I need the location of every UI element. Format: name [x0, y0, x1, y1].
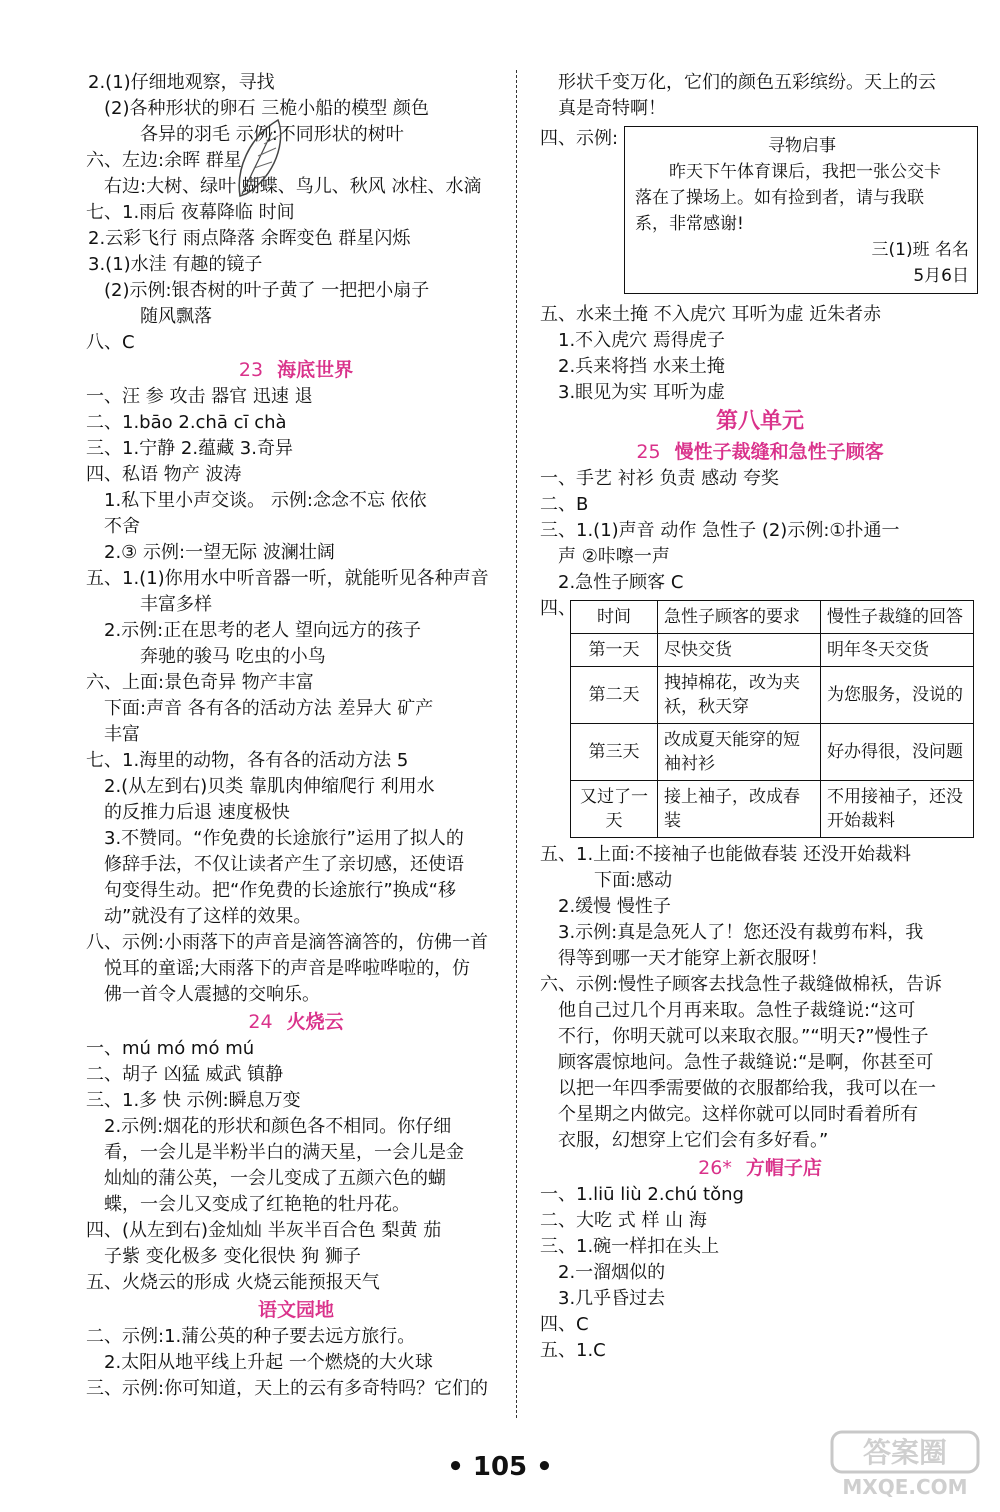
answer-line: 句变得生动。把“作免费的长途旅行”换成“移: [104, 880, 456, 901]
answer-line: 2.太阳从地平线上升起 一个燃烧的大火球: [104, 1352, 433, 1373]
answer-line: 四、私语 物产 波涛: [86, 464, 242, 485]
story-table-section: [540, 596, 980, 838]
answer-line: 不行，你明天就可以来取衣服。”“明天?”慢性子: [558, 1026, 929, 1047]
table-cell: 接上袖子，改成春装: [658, 781, 821, 838]
answer-line: 七、1.雨后 夜幕降临 时间: [86, 202, 295, 223]
answer-line: 二、1.bāo 2.chā cī chà: [86, 412, 287, 433]
answer-line: 一、汪 参 攻击 器官 迅速 退: [86, 386, 313, 407]
section-heading: [86, 1296, 506, 1324]
answer-line: 下面:感动: [594, 870, 673, 891]
answer-line: 动”就没有了这样的效果。: [104, 906, 312, 927]
answer-line: 1.私下里小声交谈。 示例:念念不忘 依依: [104, 490, 427, 511]
answer-line: 1.不入虎穴 焉得虎子: [558, 330, 725, 351]
answer-line: 声 ②咔嚓一声: [558, 546, 670, 567]
table-row: [571, 724, 974, 781]
answer-line: 3.眼见为实 耳听为虚: [558, 382, 725, 403]
answer-line: 三、1.多 快 示例:瞬息万变: [86, 1090, 301, 1111]
answer-line: 奔驰的骏马 吃虫的小鸟: [140, 646, 326, 667]
column-divider: [516, 70, 517, 1418]
section-heading: [86, 356, 506, 384]
answer-line: 六、上面:景色奇异 物产丰富: [86, 672, 314, 693]
section-title: 第八单元: [715, 409, 804, 434]
answer-line: 三、1.宁静 2.蕴藏 3.奇异: [86, 438, 293, 459]
answer-line: 顾客震惊地问。急性子裁缝说:“是啊，你甚至可: [558, 1052, 934, 1073]
table-row: [571, 667, 974, 724]
answer-line: 子紫 变化极多 变化很快 狗 狮子: [104, 1246, 361, 1267]
answer-line: 看，一会儿是半粉半白的满天星，一会儿是金: [104, 1142, 464, 1163]
table-cell: 第二天: [571, 667, 658, 724]
answer-line: 悦耳的童谣;大雨落下的声音是哗啦哗啦的，仿: [104, 958, 471, 979]
answer-line: 不舍: [104, 516, 140, 537]
answer-line: 2.缓慢 慢性子: [558, 896, 671, 917]
notice-label: 四、示例:: [540, 128, 619, 149]
page-number: • 105 •: [447, 1452, 553, 1482]
table-cell: 第三天: [571, 724, 658, 781]
answer-line: 六、左边:余晖 群星: [86, 150, 242, 171]
answer-line: 四、C: [540, 1314, 589, 1335]
table-header-cell: 时间: [571, 601, 658, 634]
watermark-top: 答案圈: [862, 1436, 948, 1469]
table-cell: 不用接袖子，还没开始裁料: [821, 781, 974, 838]
answer-line: 的反推力后退 速度极快: [104, 802, 290, 823]
answer-line: 七、1.海里的动物，各有各的活动方法 5: [86, 750, 409, 771]
table-cell: 好办得很，没问题: [821, 724, 974, 781]
table-cell: 改成夏天能穿的短袖衬衫: [658, 724, 821, 781]
answer-line: 二、大吃 式 样 山 海: [540, 1210, 707, 1231]
section-title: 慢性子裁缝和急性子顾客: [674, 441, 884, 463]
story-table: [570, 600, 974, 838]
right-mid-lines: [540, 302, 980, 596]
section-heading: [540, 1154, 980, 1182]
table-row: [571, 634, 974, 667]
notice-body-line: 昨天下午体育课后，我把一张公交卡: [669, 162, 941, 182]
answer-line: 2.示例:正在思考的老人 望向远方的孩子: [104, 620, 421, 641]
answer-line: 一、mú mó mó mú: [86, 1038, 255, 1059]
notice-body-line: 系，非常感谢!: [635, 214, 744, 234]
answer-line: 2.急性子顾客 C: [558, 572, 684, 593]
right-column: [540, 70, 980, 1364]
watermark-logo-icon: [830, 1430, 980, 1500]
table-cell: 尽快交货: [658, 634, 821, 667]
table-header-cell: 慢性子裁缝的回答: [821, 601, 974, 634]
answer-line: 个星期之内做完。这样你就可以同时看着所有: [558, 1104, 918, 1125]
answer-line: 3.示例:真是急死人了！您还没有裁剪布料，我: [558, 922, 924, 943]
answer-line: 他自己过几个月再来取。急性子裁缝说:“这可: [558, 1000, 916, 1021]
answer-line: 一、手艺 衬衫 负责 感动 夸奖: [540, 468, 779, 489]
answer-line: 五、水来土掩 不入虎穴 耳听为虚 近朱者赤: [540, 304, 882, 325]
section-title: 语文园地: [257, 1299, 334, 1321]
answer-line: 得等到哪一天才能穿上新衣服呀！: [558, 948, 828, 969]
answer-line: 八、示例:小雨落下的声音是滴答滴答的，仿佛一首: [86, 932, 489, 953]
answer-line: 三、示例:你可知道，天上的云有多奇特吗？它们的: [86, 1378, 489, 1399]
answer-line: 五、1.上面:不接袖子也能做春装 还没开始裁料: [540, 844, 911, 865]
answer-line: 2.一溜烟似的: [558, 1262, 666, 1283]
section-heading: [86, 1008, 506, 1036]
table-cell: 拽掉棉花，改为夹袄，秋天穿: [658, 667, 821, 724]
notice-date: 5月6日: [913, 266, 969, 286]
answer-line: 四、(从左到右)金灿灿 半灰半百合色 梨黄 茄: [86, 1220, 442, 1241]
answer-line: 随风飘落: [140, 306, 212, 327]
answer-line: 衣服，幻想穿上它们会有多好看。”: [558, 1130, 829, 1151]
table-row: [571, 781, 974, 838]
table-row: [571, 601, 974, 634]
answer-line: 各异的羽毛 示例:不同形状的树叶: [140, 124, 404, 145]
table-cell: 为您服务，没说的: [821, 667, 974, 724]
answer-line: (2)各种形状的卵石 三桅小船的模型 颜色: [104, 98, 429, 119]
answer-line: 2.示例:烟花的形状和颜色各不相同。你仔细: [104, 1116, 452, 1137]
answer-line: 二、示例:1.蒲公英的种子要去远方旅行。: [86, 1326, 416, 1347]
answer-line: 形状千变万化，它们的颜色五彩缤纷。天上的云: [558, 72, 936, 93]
answer-line: 六、示例:慢性子顾客去找急性子裁缝做棉袄，告诉: [540, 974, 943, 995]
answer-line: 灿灿的蒲公英，一会儿变成了五颜六色的蝴: [104, 1168, 446, 1189]
answer-line: 五、1.C: [540, 1340, 606, 1361]
answer-line: 2.(从左到右)贝类 靠肌肉伸缩爬行 利用水: [104, 776, 435, 797]
answer-line: 2.③ 示例:一望无际 波澜壮阔: [104, 542, 335, 563]
answer-line: 以把一年四季需要做的衣服都给我，我可以在一: [558, 1078, 936, 1099]
answer-line: 丰富多样: [140, 594, 212, 615]
answer-line: 真是奇特啊！: [558, 98, 666, 119]
table-cell: 明年冬天交货: [821, 634, 974, 667]
answer-line: 2.兵来将挡 水来土掩: [558, 356, 725, 377]
answer-line: 3.(1)水洼 有趣的镜子: [88, 254, 263, 275]
answer-line: 3.不赞同。“作免费的长途旅行”运用了拟人的: [104, 828, 464, 849]
right-bottom-lines: [540, 842, 980, 1364]
section-title: 火烧云: [286, 1011, 344, 1033]
section-title: 海底世界: [277, 359, 354, 381]
answer-line: 丰富: [104, 724, 140, 745]
table-header-cell: 急性子顾客的要求: [658, 601, 821, 634]
table-cell: 第一天: [571, 634, 658, 667]
answer-line: 八、C: [86, 332, 135, 353]
answer-line: 三、1.(1)声音 动作 急性子 (2)示例:①扑通一: [540, 520, 900, 541]
answer-line: 蝶，一会儿又变成了红艳艳的牡丹花。: [104, 1194, 410, 1215]
answer-line: 二、B: [540, 494, 589, 515]
answer-line: 下面:声音 各有各的活动方法 差异大 矿产: [104, 698, 434, 719]
lost-notice-box: [624, 126, 978, 294]
answer-line: 修辞手法，不仅让读者产生了亲切感，还使语: [104, 854, 464, 875]
answer-line: 3.几乎昏过去: [558, 1288, 666, 1309]
lesson-number: 24: [248, 1011, 273, 1033]
answer-line: 2.(1)仔细地观察，寻找: [88, 72, 275, 93]
answer-line: 二、胡子 凶猛 威武 镇静: [86, 1064, 284, 1085]
table-label: 四、: [540, 598, 576, 619]
watermark-bottom: MXQE.COM: [842, 1475, 968, 1499]
section-title: 方帽子店: [745, 1157, 822, 1179]
answer-line: 佛一首令人震撼的交响乐。: [104, 984, 320, 1005]
lesson-number: 25: [636, 441, 661, 463]
answer-line: 三、1.碗一样扣在头上: [540, 1236, 720, 1257]
answer-line: 右边:大树、绿叶 蝴蝶、鸟儿、秋风 冰柱、水滴: [104, 176, 482, 197]
section-heading: [540, 406, 980, 438]
section-heading: [540, 438, 980, 466]
lesson-number: 26*: [698, 1157, 732, 1179]
answer-line: (2)示例:银杏树的叶子黄了 一把把小扇子: [104, 280, 430, 301]
right-top-lines: [540, 70, 980, 122]
answer-line: 五、1.(1)你用水中听音器一听，就能听见各种声音: [86, 568, 489, 589]
feather-drawing-icon: [226, 110, 296, 210]
lost-notice-section: [540, 126, 980, 294]
notice-title: 寻物启事: [768, 136, 836, 156]
lesson-number: 23: [238, 359, 264, 381]
notice-body-line: 落在了操场上。如有捡到者，请与我联: [635, 188, 924, 208]
left-column: [86, 70, 506, 1402]
answer-line: 五、火烧云的形成 火烧云能预报天气: [86, 1272, 380, 1293]
answer-line: 一、1.liū liù 2.chú tǒng: [540, 1184, 744, 1205]
answer-line: 2.云彩飞行 雨点降落 余晖变色 群星闪烁: [88, 228, 411, 249]
table-cell: 又过了一天: [571, 781, 658, 838]
notice-sign: 三(1)班 名名: [871, 240, 969, 260]
